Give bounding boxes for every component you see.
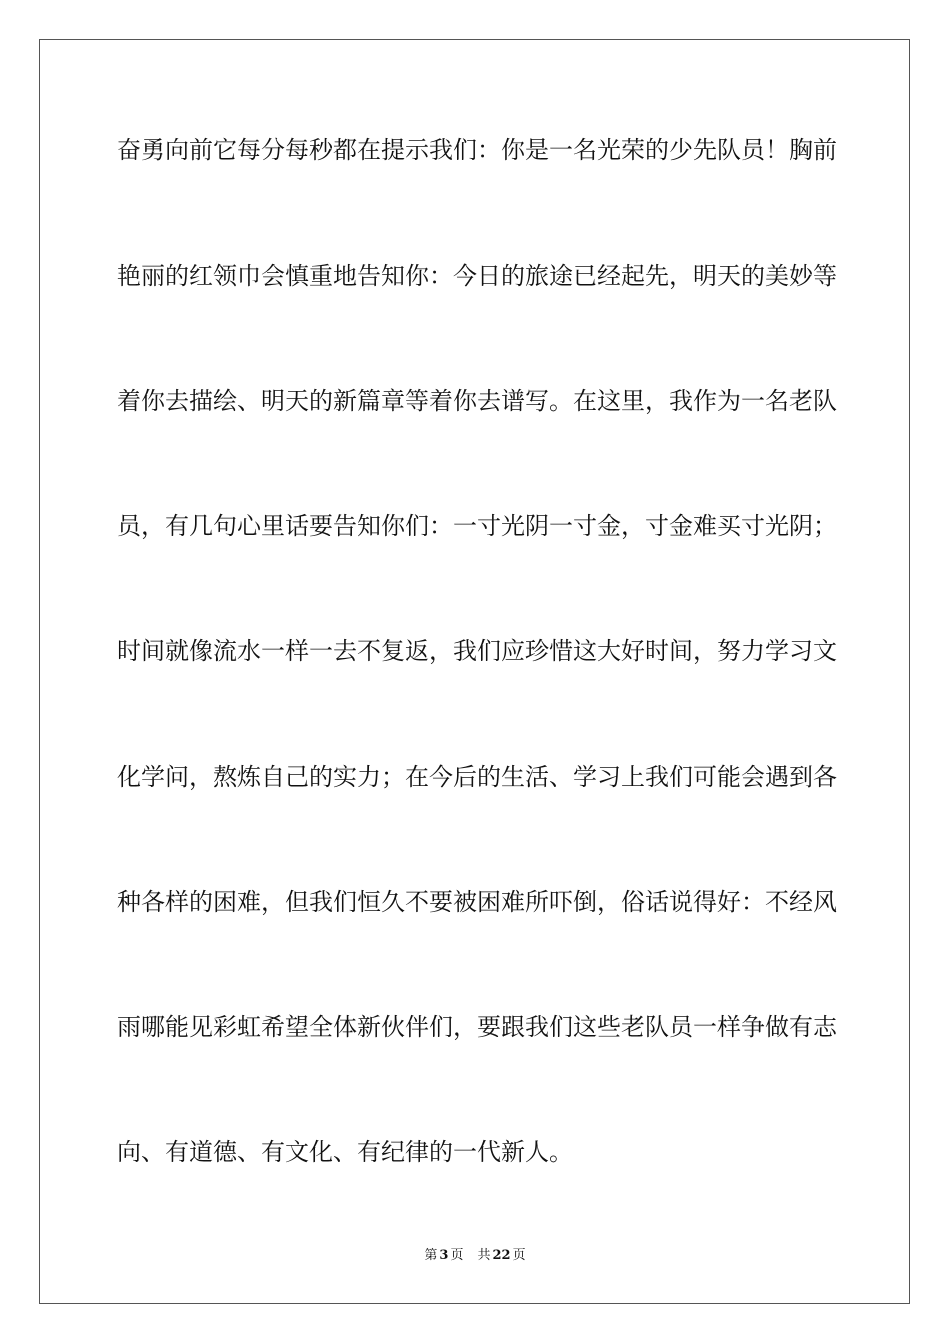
footer-page-number: 3 [439, 1248, 449, 1263]
body-text-line-8: 雨哪能见彩虹希望全体新伙伴们，要跟我们这些老队员一样争做有志 [117, 1013, 837, 1041]
body-text-line-4: 员，有几句心里话要告知你们：一寸光阴一寸金，寸金难买寸光阴； [117, 512, 837, 540]
body-text-line-2: 艳丽的红领巾会慎重地告知你：今日的旅途已经起先，明天的美妙等 [117, 262, 837, 290]
footer-page-prefix: 第 [424, 1248, 438, 1263]
body-text-line-7: 种各样的困难，但我们恒久不要被困难所吓倒，俗话说得好：不经风 [117, 888, 837, 916]
page-footer [0, 1246, 950, 1266]
body-text-line-5: 时间就像流水一样一去不复返，我们应珍惜这大好时间，努力学习文 [117, 637, 837, 665]
footer-total-prefix: 共 [477, 1248, 491, 1263]
page-border [39, 39, 910, 1304]
footer-total-pages: 22 [492, 1248, 511, 1263]
footer-page-suffix: 页 [450, 1248, 464, 1263]
body-text-line-1: 奋勇向前它每分每秒都在提示我们：你是一名光荣的少先队员！胸前 [117, 136, 837, 164]
footer-total-suffix: 页 [512, 1248, 526, 1263]
body-text-line-9: 向、有道德、有文化、有纪律的一代新人。 [117, 1138, 573, 1166]
body-text-line-3: 着你去描绘、明天的新篇章等着你去谱写。在这里，我作为一名老队 [117, 387, 837, 415]
body-text-line-6: 化学问，熬炼自己的实力；在今后的生活、学习上我们可能会遇到各 [117, 763, 837, 791]
